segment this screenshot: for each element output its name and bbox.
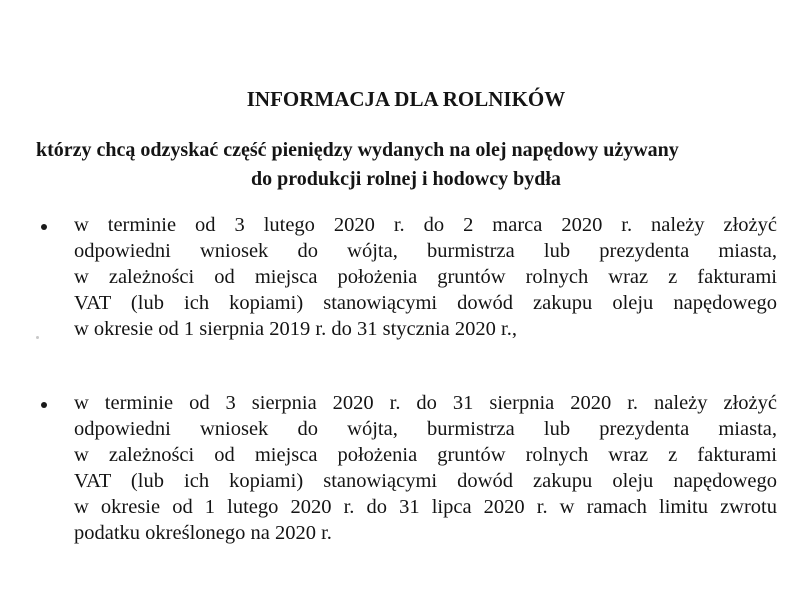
text-line: VAT (lub ich kopiami) stanowiącymi dowód zakupu oleju napędowego <box>74 292 777 314</box>
document-title: INFORMACJA DLA ROLNIKÓW <box>246 87 566 111</box>
text-line: odpowiedni wniosek do wójta, burmistrza lub prezydenta miasta, <box>74 240 777 262</box>
bullet-text <box>74 390 777 546</box>
list-item <box>0 212 800 342</box>
text-line: w okresie od 1 lutego 2020 r. do 31 lipca 2020 r. w ramach limitu zwrotu <box>74 496 777 518</box>
text-line: w zależności od miejsca położenia gruntów rolnych wraz z fakturami <box>74 266 777 288</box>
bullet-icon <box>41 402 47 408</box>
text-line: w okresie od 1 sierpnia 2019 r. do 31 stycznia 2020 r., <box>74 318 517 340</box>
scan-speck <box>36 336 39 339</box>
text-line: w terminie od 3 lutego 2020 r. do 2 marca 2020 r. należy złożyć <box>74 214 777 236</box>
text-line: odpowiedni wniosek do wójta, burmistrza lub prezydenta miasta, <box>74 418 777 440</box>
text-line: w zależności od miejsca położenia gruntów rolnych wraz z fakturami <box>74 444 777 466</box>
text-line: VAT (lub ich kopiami) stanowiącymi dowód zakupu oleju napędowego <box>74 470 777 492</box>
subtitle-line-1: którzy chcą odzyskać część pieniędzy wydanych na olej napędowy używany <box>36 139 679 161</box>
text-line: podatku określonego na 2020 r. <box>74 522 332 544</box>
subtitle-line-2: do produkcji rolnej i hodowcy bydła <box>251 168 561 190</box>
text-line: w terminie od 3 sierpnia 2020 r. do 31 sierpnia 2020 r. należy złożyć <box>74 392 777 414</box>
bullet-icon <box>41 224 47 230</box>
bullet-text <box>74 212 777 342</box>
bullet-list <box>0 212 800 546</box>
list-item <box>0 390 800 546</box>
